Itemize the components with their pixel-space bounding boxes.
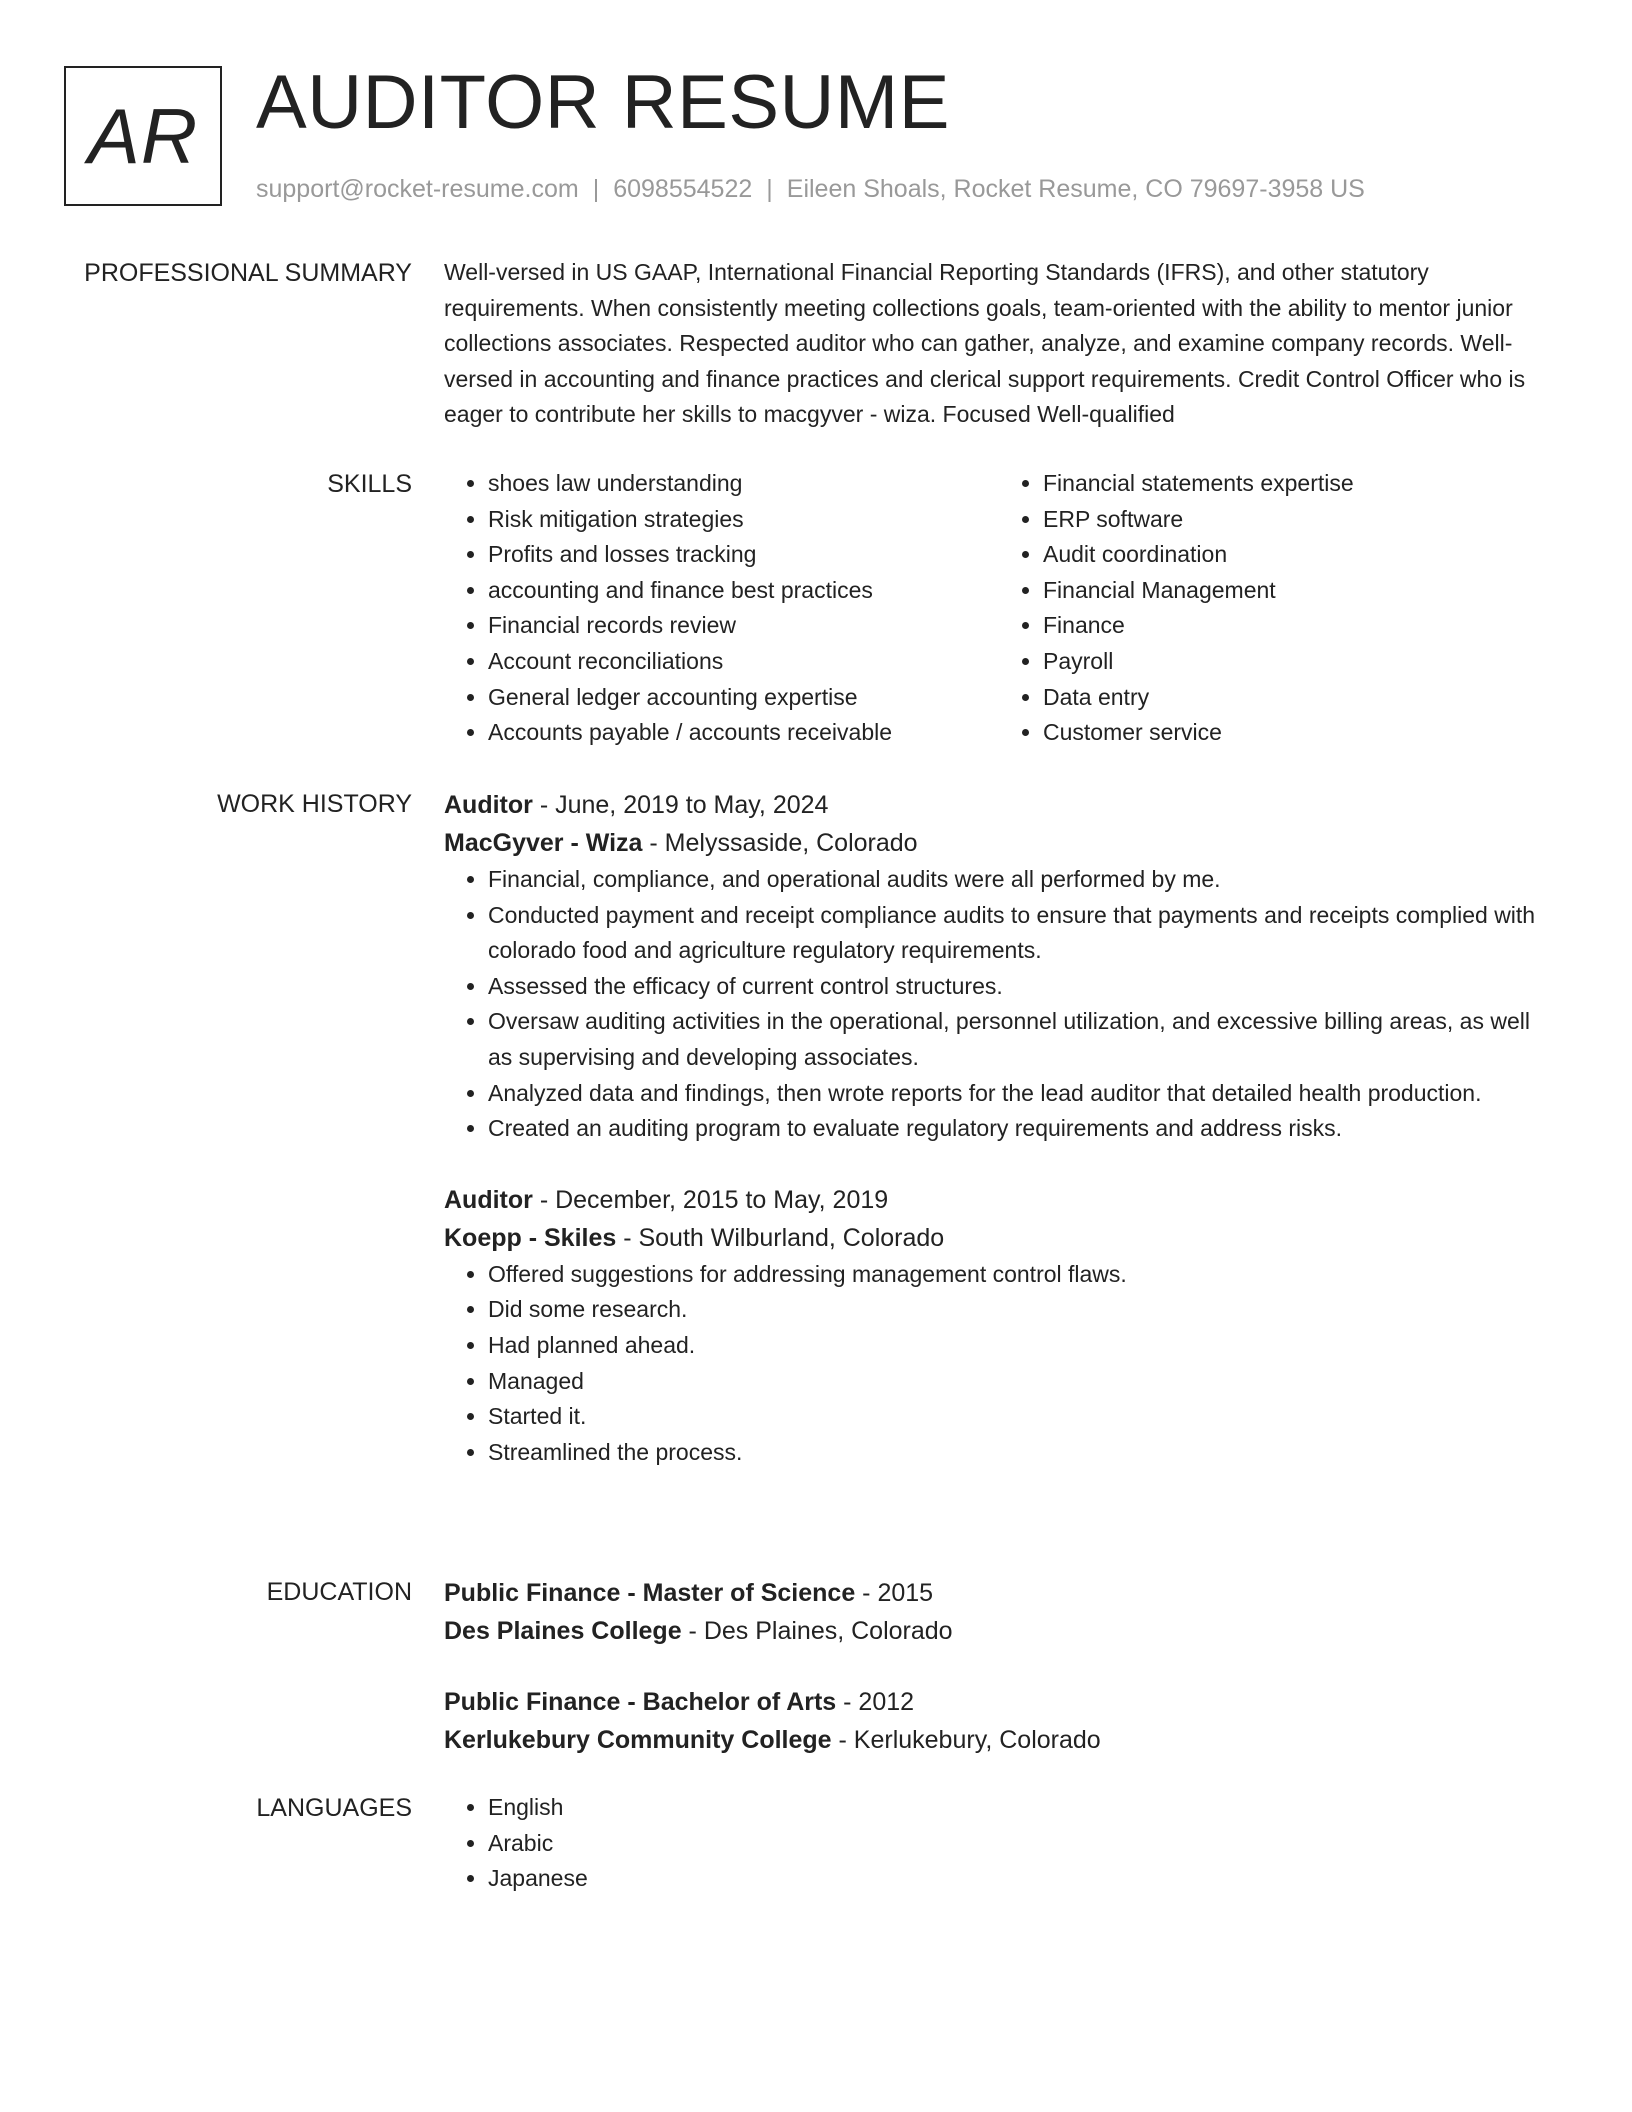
list-item: • Conducted payment and receipt compliance audits to ensure that payments and receipts complied with colorado food and agriculture regulatory requirements. (488, 898, 1554, 969)
list-item: • ERP software (1043, 502, 1554, 538)
list-item: • Had planned ahead. (488, 1328, 1554, 1364)
work-history-label: WORK HISTORY (217, 790, 412, 818)
list-item: • Profits and losses tracking (488, 537, 999, 573)
job-title-line (444, 1181, 1554, 1219)
job-company-line (444, 824, 1554, 862)
edu-degree: Public Finance - Bachelor of Arts (444, 1688, 837, 1716)
list-item: • Risk mitigation strategies (488, 502, 999, 538)
summary-text: Well-versed in US GAAP, International Financial Reporting Standards (IFRS), and other statutory requirements. When consistently meeting collections goals, team-oriented with the ability to mentor junior collections associates. Respected auditor who can gather, analyze, and examine company records. Well-versed in accounting and finance practices and clerical support requirements. Credit Control Officer who is eager to contribute her skills to macgyver - wiza. Focused Well-qualified (444, 259, 1526, 428)
education-label: EDUCATION (266, 1578, 412, 1606)
skills-label: SKILLS (327, 470, 412, 498)
education-entry (444, 1574, 1554, 1650)
job-dates: - June, 2019 to May, 2024 (532, 791, 829, 819)
skills-list-left (444, 466, 999, 751)
edu-location: - Des Plaines, Colorado (681, 1617, 953, 1645)
list-item: • Oversaw auditing activities in the operational, personnel utilization, and excessive billing areas, as well as supervising and developing associates. (488, 1004, 1554, 1075)
job-bullets (444, 1257, 1554, 1471)
job-entry (444, 786, 1554, 1147)
list-item: • Financial records review (488, 608, 999, 644)
list-item: • Assessed the efficacy of current control structures. (488, 969, 1554, 1005)
list-item: • Started it. (488, 1399, 1554, 1435)
monogram-badge: AR (64, 66, 222, 206)
list-item: • Payroll (1043, 644, 1554, 680)
job-company: Koepp - Skiles (444, 1223, 617, 1252)
edu-school: Des Plaines College (444, 1617, 682, 1645)
contact-address: Eileen Shoals, Rocket Resume, CO 79697-3958 US (786, 175, 1365, 203)
list-item: • Financial statements expertise (1043, 466, 1554, 502)
edu-year: - 2012 (836, 1688, 915, 1716)
list-item: • Financial, compliance, and operational audits were all performed by me. (488, 862, 1554, 898)
list-item: • Created an auditing program to evaluate regulatory requirements and address risks. (488, 1111, 1554, 1147)
list-item: • Account reconciliations (488, 644, 999, 680)
list-item: • Financial Management (1043, 573, 1554, 609)
summary-label: PROFESSIONAL SUMMARY (84, 259, 412, 287)
job-title: Auditor (444, 791, 533, 819)
job-location: - South Wilburland, Colorado (616, 1223, 945, 1252)
contact-line (256, 172, 1365, 206)
edu-school-line (444, 1612, 1554, 1650)
edu-degree-line (444, 1683, 1554, 1721)
edu-location: - Kerlukebury, Colorado (831, 1726, 1101, 1754)
education-entry (444, 1683, 1554, 1759)
job-company-line (444, 1219, 1554, 1257)
job-entry (444, 1181, 1554, 1471)
languages-list (444, 1790, 1554, 1897)
list-item: • Customer service (1043, 715, 1554, 751)
contact-separator: | (766, 175, 773, 203)
job-title-line (444, 786, 1554, 824)
list-item: • Managed (488, 1364, 1554, 1400)
contact-phone: 6098554522 (613, 175, 753, 203)
skills-list-right (999, 466, 1554, 751)
list-item: • Analyzed data and findings, then wrote reports for the lead auditor that detailed health production. (488, 1076, 1554, 1112)
edu-school: Kerlukebury Community College (444, 1726, 832, 1754)
contact-separator: | (592, 175, 600, 203)
edu-year: - 2015 (855, 1579, 934, 1607)
list-item: • shoes law understanding (488, 466, 999, 502)
page-title: AUDITOR RESUME (256, 60, 950, 145)
list-item: • Offered suggestions for addressing management control flaws. (488, 1257, 1554, 1293)
edu-degree-line (444, 1574, 1554, 1612)
list-item: • Data entry (1043, 680, 1554, 716)
list-item: • Accounts payable / accounts receivable (488, 715, 999, 751)
contact-email: support@rocket-resume.com (256, 175, 579, 203)
list-item: • Did some research. (488, 1292, 1554, 1328)
languages-label: LANGUAGES (256, 1794, 412, 1822)
edu-degree: Public Finance - Master of Science (444, 1579, 856, 1607)
job-dates: - December, 2015 to May, 2019 (532, 1185, 889, 1214)
job-company: MacGyver - Wiza (444, 829, 643, 857)
list-item: • accounting and finance best practices (488, 573, 999, 609)
list-item: • English (488, 1790, 1554, 1826)
list-item: • Audit coordination (1043, 537, 1554, 573)
list-item: • Streamlined the process. (488, 1435, 1554, 1471)
edu-school-line (444, 1721, 1554, 1759)
list-item: • Finance (1043, 608, 1554, 644)
job-bullets (444, 862, 1554, 1147)
list-item: • Japanese (488, 1861, 1554, 1897)
job-title: Auditor (444, 1185, 533, 1214)
list-item: • Arabic (488, 1826, 1554, 1862)
list-item: • General ledger accounting expertise (488, 680, 999, 716)
job-location: - Melyssaside, Colorado (642, 829, 918, 857)
